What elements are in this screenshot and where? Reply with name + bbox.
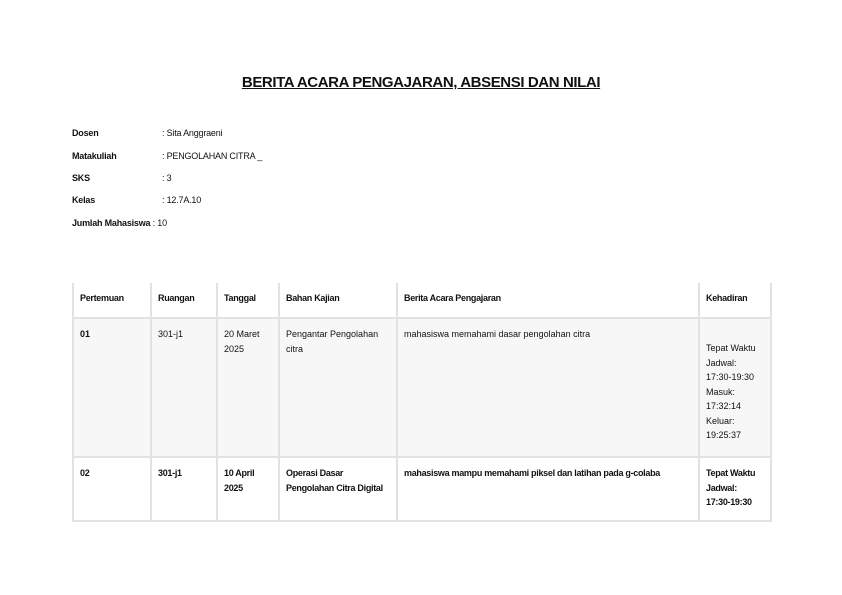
kehadiran-line: Jadwal: <box>706 357 737 368</box>
kehadiran-line: Masuk: <box>706 386 736 397</box>
kehadiran-line: 19:25:37 <box>706 430 742 440</box>
info-value: : Sita Anggraeni <box>162 128 223 138</box>
page-title: BERITA ACARA PENGAJARAN, ABSENSI DAN NILAI <box>241 74 601 91</box>
header-bahan-kajian: Bahan Kajian <box>279 283 397 318</box>
header-tanggal: Tanggal <box>217 283 279 318</box>
table-header-row <box>73 283 771 318</box>
info-value: : PENGOLAHAN CITRA _ <box>162 151 263 161</box>
cell-tanggal: 10 April 2025 <box>217 457 279 521</box>
cell-bahan-kajian: Operasi Dasar Pengolahan Citra Digital <box>279 457 397 521</box>
info-value: : 10 <box>152 218 167 228</box>
cell-ruangan: 301-j1 <box>151 318 217 457</box>
attendance-table <box>72 283 772 522</box>
cell-pertemuan: 01 <box>73 318 151 457</box>
cell-berita-acara: mahasiswa mampu memahami piksel dan latihan pada g-colaba <box>397 457 699 521</box>
header-berita-acara: Berita Acara Pengajaran <box>397 283 699 318</box>
kehadiran-line: Jadwal: <box>706 482 737 493</box>
kehadiran-line: Tepat Waktu <box>706 468 756 478</box>
cell-ruangan: 301-j1 <box>151 457 217 521</box>
info-dosen <box>72 128 222 138</box>
header-ruangan: Ruangan <box>151 283 217 318</box>
info-jumlah-mahasiswa <box>72 218 167 228</box>
cell-bahan-kajian: Pengantar Pengolahan citra <box>279 318 397 457</box>
table-row <box>73 318 771 457</box>
kehadiran-line: 17:30-19:30 <box>706 372 755 382</box>
kehadiran-line: 17:30-19:30 <box>706 497 752 507</box>
header-pertemuan: Pertemuan <box>73 283 151 318</box>
kehadiran-line: Keluar: <box>706 415 735 426</box>
cell-tanggal: 20 Maret 2025 <box>217 318 279 457</box>
info-sks <box>72 173 171 183</box>
info-kelas <box>72 195 201 205</box>
kehadiran-line: Tepat Waktu <box>706 343 756 353</box>
kehadiran-line: 17:32:14 <box>706 401 742 411</box>
info-label: Kelas <box>72 195 96 205</box>
info-value: : 3 <box>162 173 172 183</box>
info-label: Jumlah Mahasiswa <box>72 218 151 228</box>
info-label: Dosen <box>72 128 99 138</box>
info-value: : 12.7A.10 <box>162 195 202 205</box>
cell-pertemuan: 02 <box>73 457 151 521</box>
cell-berita-acara: mahasiswa memahami dasar pengolahan citra <box>397 318 699 457</box>
info-label: SKS <box>72 173 90 183</box>
info-label: Matakuliah <box>72 151 117 161</box>
cell-kehadiran <box>699 457 771 521</box>
header-kehadiran: Kehadiran <box>699 283 771 318</box>
info-matakuliah <box>72 151 262 161</box>
cell-kehadiran <box>699 318 771 457</box>
table-row <box>73 457 771 521</box>
